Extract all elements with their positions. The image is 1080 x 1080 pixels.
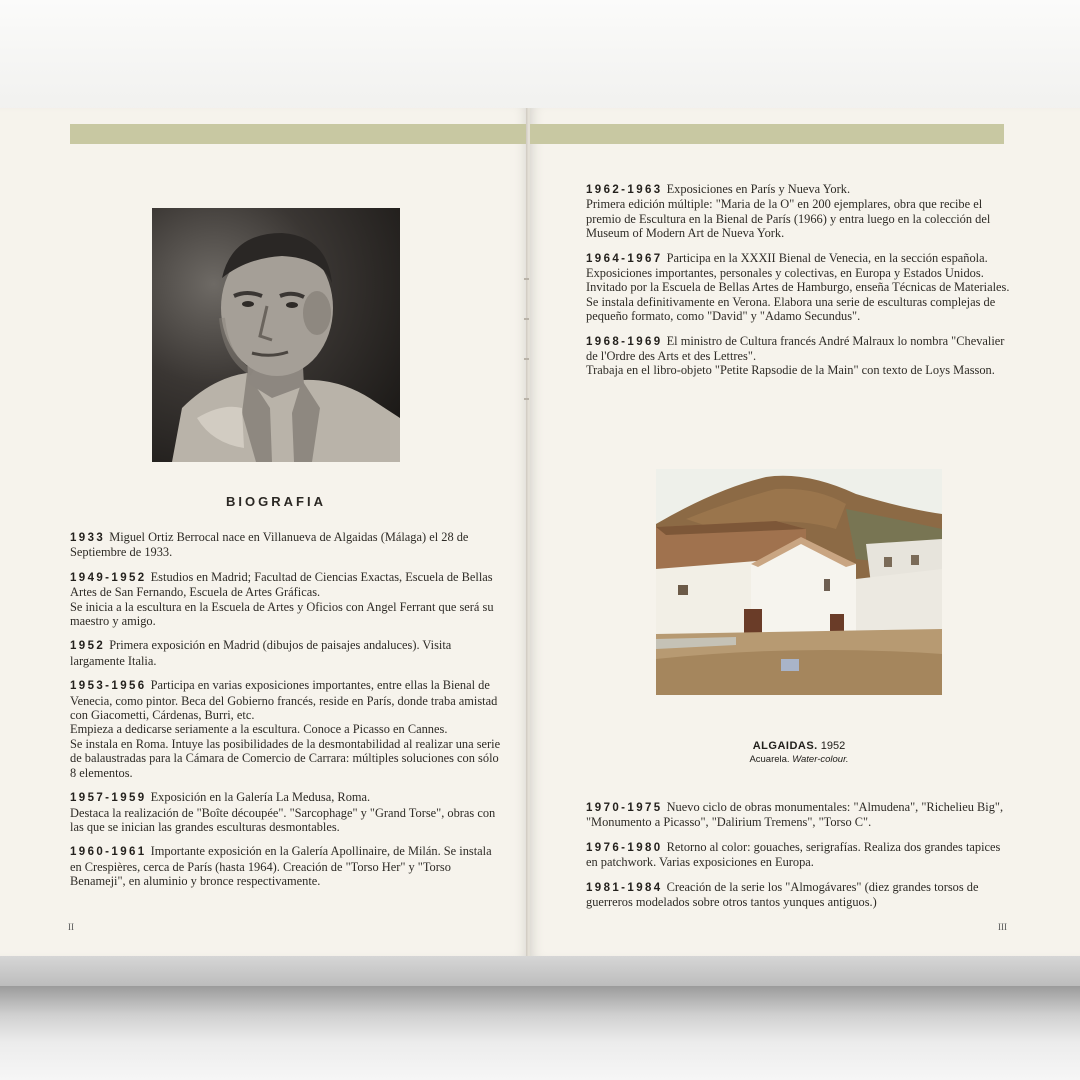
entry-year: 1970-1975 bbox=[586, 802, 663, 814]
open-booklet bbox=[0, 108, 1080, 960]
bio-entry bbox=[70, 570, 502, 629]
entry-text: Destaca la realización de "Boîte découpée". "Sarcophage" y "Grand Torse", obras con las que se inician las grandes esculturas desmontables. bbox=[70, 805, 496, 834]
caption-title: ALGAIDAS. bbox=[752, 740, 818, 752]
entry-text: Exposición en la Galería La Medusa, Roma. bbox=[150, 790, 371, 805]
entry-year: 1981-1984 bbox=[586, 881, 663, 894]
caption-year: 1952 bbox=[820, 740, 846, 752]
bio-entry bbox=[586, 251, 1010, 324]
entry-text: Participa en la XXXII Bienal de Venecia, en la sección española. bbox=[666, 250, 988, 265]
bio-entry bbox=[70, 790, 502, 834]
bio-entry bbox=[70, 678, 502, 780]
entry-text: Participa en varias exposiciones importantes, entre ellas la Bienal de Venecia, como pintor. Beca del Gobierno francés, reside en París, donde traba amistad con Giacometti, Cárdenas, Burri, etc. bbox=[70, 678, 498, 723]
header-band bbox=[530, 124, 1004, 144]
entry-text: Se inicia a la escultura en la Escuela de Artes y Oficios con Angel Ferrant que será su maestro y amigo. bbox=[70, 599, 494, 629]
entry-text: Creación de la serie los "Almogávares" (diez grandes torsos de guerreros modelados sobre otros tantos yunques antiguos.) bbox=[586, 879, 979, 910]
bio-entry bbox=[586, 840, 1010, 870]
entry-year: 1949-1952 bbox=[70, 571, 147, 584]
entry-text: Nuevo ciclo de obras monumentales: "Almudena", "Richelieu Big", "Monumento a Picasso", "Dalirium Tremens", "Torso C". bbox=[586, 800, 1004, 830]
header-band bbox=[70, 124, 528, 144]
binding-stitch bbox=[524, 278, 529, 280]
biography-list-left bbox=[70, 530, 502, 899]
entry-year: 1962-1963 bbox=[586, 184, 663, 196]
binding-stitch bbox=[524, 318, 529, 320]
entry-text: Primera edición múltiple: "Maria de la O" en 200 ejemplares, obra que recibe el premio de Escultura en la Bienal de París (1966) y entra luego en la colección del Museum of Modern Art de Nueva York. bbox=[586, 197, 991, 241]
bio-entry bbox=[586, 880, 1010, 910]
caption-medium-es: Acuarela. bbox=[749, 754, 790, 765]
caption-medium bbox=[656, 754, 942, 765]
portrait-photo bbox=[152, 208, 400, 462]
entry-year: 1960-1961 bbox=[70, 846, 147, 859]
bio-entry bbox=[586, 800, 1010, 830]
entry-year: 1968-1969 bbox=[586, 335, 663, 348]
bio-entry bbox=[70, 638, 502, 668]
entry-text: Exposiciones importantes, personales y colectivas, en Europa y Estados Unidos. Invitado por la Escuela de Bellas Artes de Hamburgo, enseña Técnicas de Materiales. bbox=[586, 266, 1010, 295]
table-surface bbox=[0, 986, 1080, 1080]
entry-year: 1953-1956 bbox=[70, 680, 147, 693]
bio-entry bbox=[586, 182, 1010, 241]
entry-text: Se instala en Roma. Intuye las posibilidades de la desmontabilidad al realizar una serie de balaustradas para la Cámara de Comercio de Carrara: múltiples soluciones con sólo 8 elementos. bbox=[70, 736, 501, 780]
binding-stitch bbox=[524, 398, 529, 400]
entry-year: 1957-1959 bbox=[70, 792, 147, 805]
entry-year: 1964-1967 bbox=[586, 252, 663, 265]
caption-medium-en: Water-colour. bbox=[792, 754, 849, 765]
entry-text: Importante exposición en la Galería Apollinaire, de Milán. Se instala en Crespières, cerca de París (hasta 1964). Creación de "Torso Her" y "Torso Benameji", en aluminio y bronce respectivamente. bbox=[70, 844, 492, 889]
bio-entry bbox=[70, 530, 502, 560]
entry-text: Miguel Ortiz Berrocal nace en Villanueva de Algaidas (Málaga) el 28 de Septiembre de 1933. bbox=[70, 530, 469, 560]
biography-list-right-bottom bbox=[586, 800, 1010, 919]
entry-text: El ministro de Cultura francés André Malraux lo nombra "Chevalier de l'Ordre des Arts et des Lettres". bbox=[586, 333, 1005, 364]
entry-year: 1933 bbox=[70, 532, 106, 544]
entry-text: Empieza a dedicarse seriamente a la escultura. Conoce a Picasso en Cannes. bbox=[70, 722, 448, 737]
binding-stitch bbox=[524, 358, 529, 360]
bio-entry bbox=[70, 844, 502, 888]
entry-text: Trabaja en el libro-objeto "Petite Rapsodie de la Main" con texto de Loys Masson. bbox=[586, 363, 995, 378]
entry-text: Retorno al color: gouaches, serigrafías. Realiza dos grandes tapices en patchwork. Varias exposiciones en Europa. bbox=[586, 839, 1001, 870]
backdrop bbox=[0, 0, 1080, 112]
entry-text: Estudios en Madrid; Facultad de Ciencias Exactas, Escuela de Bellas Artes de San Fernando, Escuela de Artes Gráficas. bbox=[70, 569, 493, 600]
left-page bbox=[0, 108, 528, 956]
page-number: III bbox=[998, 922, 1007, 932]
entry-year: 1952 bbox=[70, 640, 106, 653]
painting-caption bbox=[656, 740, 942, 765]
entry-text: Exposiciones en París y Nueva York. bbox=[666, 182, 851, 196]
entry-text: Primera exposición en Madrid (dibujos de paisajes andaluces). Visita largamente Italia. bbox=[70, 638, 452, 668]
entry-text: Se instala definitivamente en Verona. Elabora una serie de esculturas complejas de pequeño formato, como "David" y "Adamo Secundus". bbox=[586, 294, 996, 324]
bio-entry bbox=[586, 334, 1010, 378]
booklet-bottom-edge bbox=[0, 956, 1080, 986]
biography-list-right-top bbox=[586, 182, 1010, 388]
page-number: II bbox=[68, 922, 74, 932]
right-page bbox=[530, 108, 1080, 956]
entry-year: 1976-1980 bbox=[586, 841, 663, 854]
painting-algaidas bbox=[656, 469, 942, 695]
section-title: BIOGRAFIA bbox=[226, 494, 326, 509]
